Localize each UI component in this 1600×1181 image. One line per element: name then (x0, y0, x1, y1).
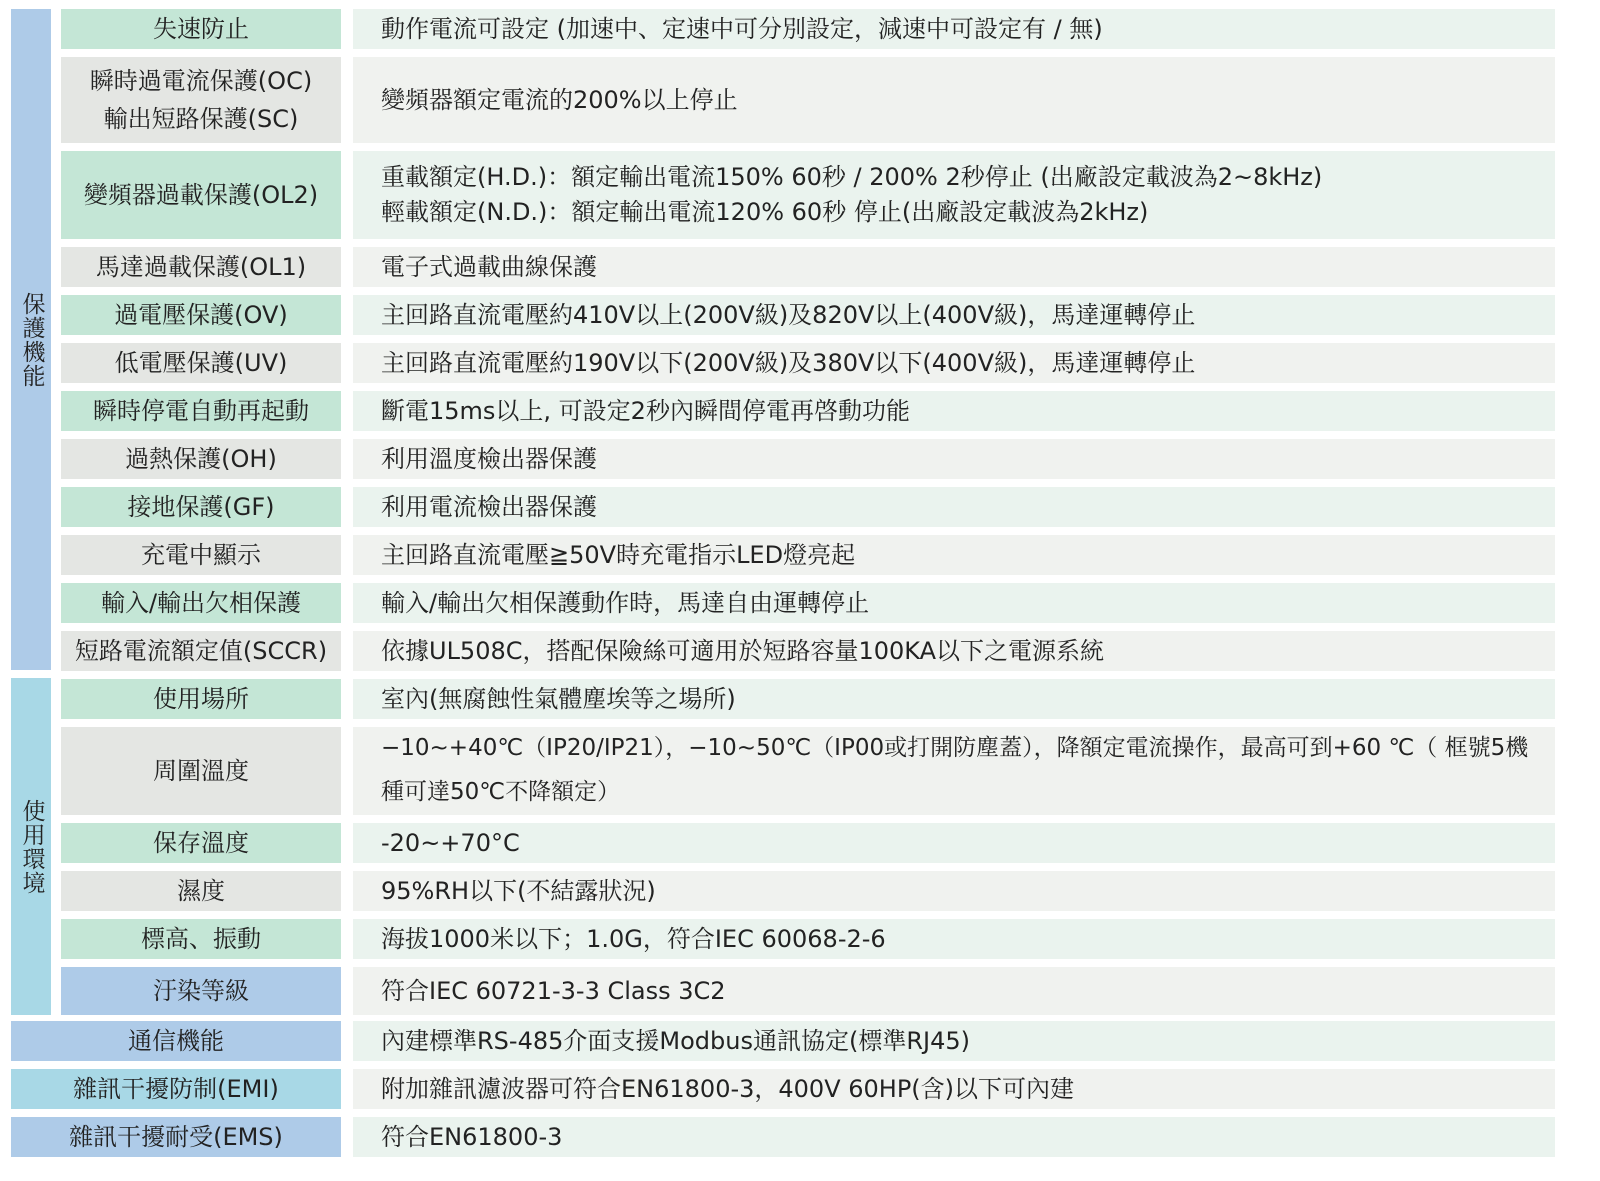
spec-label: 使用場所 (61, 679, 341, 719)
spec-value: 重載額定(H.D.)：額定輸出電流150% 60秒 / 200% 2秒停止 (出廠設定載波為2~8kHz) 輕載額定(N.D.)：額定輸出電流120% 60秒 停止(出廠設定載波為2kHz) (353, 151, 1555, 239)
category-environment-label: 使用環境 (18, 798, 45, 895)
spec-value: 主回路直流電壓約410V以上(200V級)及820V以上(400V級)，馬達運轉停止 (353, 295, 1555, 335)
spec-label: 瞬時過電流保護(OC) 輸出短路保護(SC) (61, 57, 341, 143)
spec-value: 依據UL508C，搭配保險絲可適用於短路容量100KA以下之電源系統 (353, 631, 1555, 671)
spec-value: 室內(無腐蝕性氣體塵埃等之場所) (353, 679, 1555, 719)
spec-label: 通信機能 (11, 1021, 341, 1061)
spec-value: 輸入/輸出欠相保護動作時，馬達自由運轉停止 (353, 583, 1555, 623)
spec-label: 輸入/輸出欠相保護 (61, 583, 341, 623)
spec-value: 斷電15ms以上, 可設定2秒內瞬間停電再啓動功能 (353, 391, 1555, 431)
spec-label: 馬達過載保護(OL1) (61, 247, 341, 287)
spec-value: 內建標準RS-485介面支援Modbus通訊協定(標準RJ45) (353, 1021, 1555, 1061)
spec-label: 保存溫度 (61, 823, 341, 863)
spec-value: 95%RH以下(不結露狀況) (353, 871, 1555, 911)
spec-label: 汙染等級 (61, 967, 341, 1015)
spec-label: 變頻器過載保護(OL2) (61, 151, 341, 239)
spec-label: 濕度 (61, 871, 341, 911)
spec-value: 利用電流檢出器保護 (353, 487, 1555, 527)
spec-value: 主回路直流電壓約190V以下(200V級)及380V以下(400V級)，馬達運轉停止 (353, 343, 1555, 383)
spec-label: 短路電流額定值(SCCR) (61, 631, 341, 671)
spec-value: 符合IEC 60721-3-3 Class 3C2 (353, 967, 1555, 1015)
spec-label: 周圍溫度 (61, 727, 341, 815)
spec-value: -20~+70°C (353, 823, 1555, 863)
spec-label: 接地保護(GF) (61, 487, 341, 527)
spec-value: 主回路直流電壓≧50V時充電指示LED燈亮起 (353, 535, 1555, 575)
spec-label: 充電中顯示 (61, 535, 341, 575)
spec-value: 電子式過載曲線保護 (353, 247, 1555, 287)
spec-value: 符合EN61800-3 (353, 1117, 1555, 1157)
spec-label: 過熱保護(OH) (61, 439, 341, 479)
spec-label: 瞬時停電自動再起動 (61, 391, 341, 431)
spec-label: 失速防止 (61, 9, 341, 49)
spec-value: −10~+40℃（IP20/IP21），−10~50℃（IP00或打開防塵蓋），降額定電流操作，最高可到+60 ℃（ 框號5機 種可達50℃不降額定） (353, 727, 1555, 815)
category-protection (11, 9, 51, 670)
spec-value: 海拔1000米以下；1.0G，符合IEC 60068-2-6 (353, 919, 1555, 959)
category-protection-label: 保護機能 (18, 291, 45, 388)
spec-value: 變頻器額定電流的200%以上停止 (353, 57, 1555, 143)
spec-label: 低電壓保護(UV) (61, 343, 341, 383)
spec-label: 雜訊干擾耐受(EMS) (11, 1117, 341, 1157)
spec-label: 標高、振動 (61, 919, 341, 959)
category-environment (11, 678, 51, 1015)
spec-label: 過電壓保護(OV) (61, 295, 341, 335)
spec-value: 利用溫度檢出器保護 (353, 439, 1555, 479)
spec-value: 附加雜訊濾波器可符合EN61800-3，400V 60HP(含)以下可內建 (353, 1069, 1555, 1109)
spec-label: 雜訊干擾防制(EMI) (11, 1069, 341, 1109)
spec-value: 動作電流可設定 (加速中、定速中可分別設定，減速中可設定有 / 無) (353, 9, 1555, 49)
